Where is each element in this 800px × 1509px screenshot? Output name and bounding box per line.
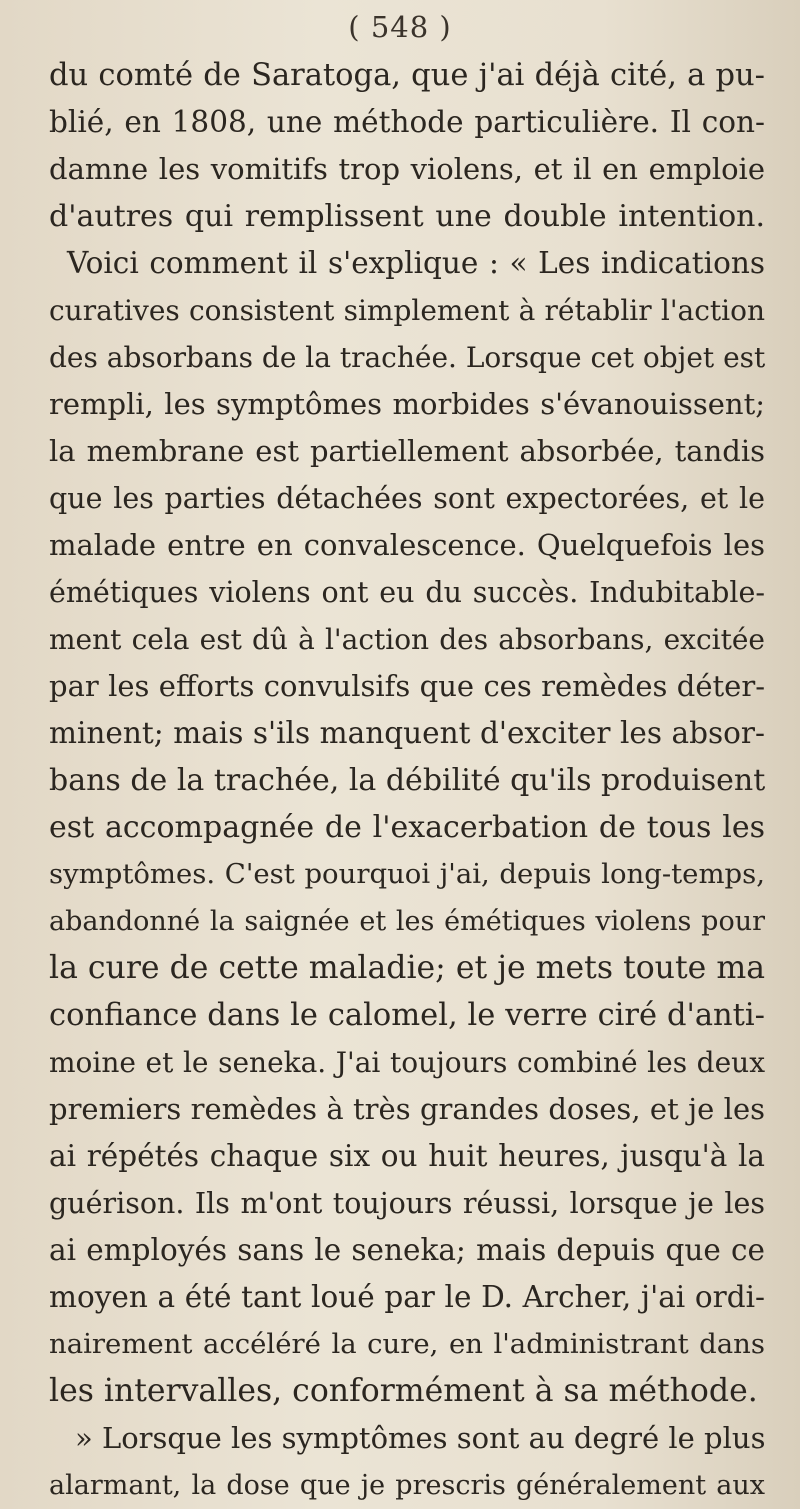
- text-line-11: malade entre en convalescence. Quelquefois les: [49, 528, 765, 562]
- text-line-14: par les efforts convulsifs que ces remèdes déter-: [49, 669, 765, 703]
- text-line-17: est accompagnée de l'exacerbation de tous les: [49, 810, 765, 845]
- text-line-31: alarmant, la dose que je prescris généralement aux: [49, 1470, 765, 1501]
- text-line-5: Voici comment il s'explique : « Les indications: [67, 246, 765, 280]
- text-line-25: guérison. Ils m'ont toujours réussi, lorsque je les: [49, 1187, 765, 1220]
- page-number: ( 548 ): [348, 10, 452, 44]
- text-line-27: moyen a été tant loué par le D. Archer, j'ai ordi-: [49, 1280, 765, 1314]
- text-line-9: la membrane est partiellement absorbée, tandis: [49, 434, 765, 468]
- text-line-7: des absorbans de la trachée. Lorsque cet objet est: [49, 341, 765, 374]
- text-line-20: la cure de cette maladie; et je mets toute ma: [49, 950, 765, 986]
- text-line-22: moine et le seneka. J'ai toujours combiné les deux: [49, 1046, 765, 1079]
- text-line-12: émétiques violens ont eu du succès. Indubitable-: [49, 576, 765, 609]
- text-line-26: ai employés sans le seneka; mais depuis que ce: [49, 1233, 765, 1267]
- text-line-28: nairement accéléré la cure, en l'administrant dans: [49, 1328, 765, 1360]
- text-line-2: blié, en 1808, une méthode particulière. Il con-: [49, 105, 765, 139]
- text-line-19: abandonné la saignée et les émétiques violens pour: [49, 906, 765, 937]
- text-line-13: ment cela est dû à l'action des absorbans, excitée: [49, 623, 765, 656]
- text-line-4: d'autres qui remplissent une double intention.: [49, 199, 765, 234]
- text-line-24: ai répétés chaque six ou huit heures, jusqu'à la: [49, 1139, 765, 1173]
- body-text: [49, 52, 765, 1509]
- text-line-1: du comté de Saratoga, que j'ai déjà cité, a pu-: [49, 58, 765, 93]
- text-line-15: minent; mais s'ils manquent d'exciter les absor-: [49, 716, 765, 750]
- text-line-8: rempli, les symptômes morbides s'évanouissent;: [49, 387, 765, 421]
- text-line-29: les intervalles, conformément à sa méthode.: [49, 1373, 758, 1409]
- text-line-3: damne les vomitifs trop violens, et il en emploie: [49, 152, 765, 186]
- text-line-30: » Lorsque les symptômes sont au degré le plus: [75, 1421, 765, 1455]
- text-line-16: bans de la trachée, la débilité qu'ils produisent: [49, 763, 765, 798]
- text-line-6: curatives consistent simplement à rétablir l'action: [49, 294, 765, 327]
- text-line-18: symptômes. C'est pourquoi j'ai, depuis long-temps,: [49, 858, 765, 890]
- text-line-23: premiers remèdes à très grandes doses, et je les: [49, 1092, 765, 1126]
- text-line-21: confiance dans le calomel, le verre ciré d'anti-: [49, 998, 765, 1033]
- text-line-10: que les parties détachées sont expectorées, et le: [49, 482, 765, 515]
